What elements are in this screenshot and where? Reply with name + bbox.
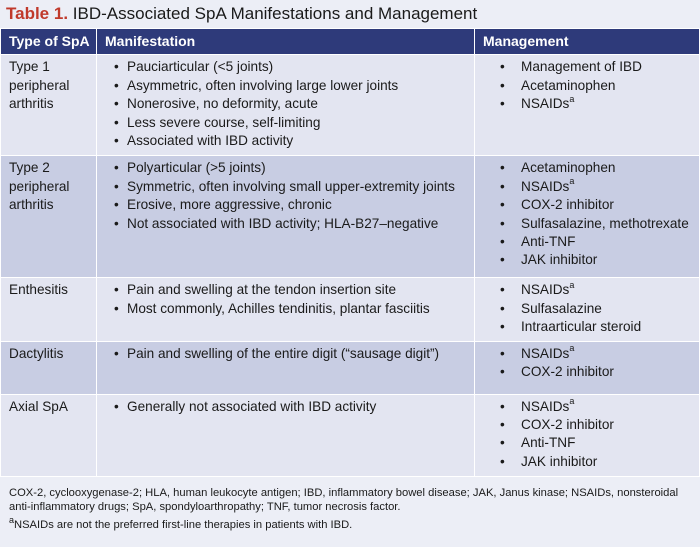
row-type: Axial SpA [1,394,97,476]
table-row [1,156,700,278]
list-item: • Acetaminophen [483,77,693,95]
footnote-marker: a [569,396,575,407]
row-management [475,394,700,476]
row-type: Type 1 peripheral arthritis [1,55,97,156]
footnote-text: NSAIDs are not the preferred first-line therapies in patients with IBD. [14,519,353,532]
list-item: • COX-2 inhibitor [483,363,693,381]
list-item-text: NSAIDs [521,282,570,298]
row-manifestations [97,156,475,278]
list-item: • Asymmetric, often involving large lower joints [105,77,468,95]
list-item-text: NSAIDs [521,178,570,194]
row-type: Type 2 peripheral arthritis [1,156,97,278]
list-item: • Pain and swelling of the entire digit (“sausage digit”) [105,345,468,363]
list-item: • COX-2 inhibitor [483,196,693,214]
header-manifestation: Manifestation [97,29,475,55]
list-item: • Sulfasalazine, methotrexate [483,215,693,233]
row-management [475,341,700,394]
list-item: • Management of IBD [483,58,693,76]
table-title-text: IBD-Associated SpA Manifestations and Management [72,4,478,23]
list-item: • COX-2 inhibitor [483,416,693,434]
row-type: Dactylitis [1,341,97,394]
table-row [1,55,700,156]
row-management [475,55,700,156]
footnote [9,514,693,532]
table-header-row [1,29,700,55]
list-item [483,281,693,299]
list-item: • Most commonly, Achilles tendinitis, plantar fasciitis [105,300,468,318]
footnote-marker: a [569,343,575,354]
list-item: • Nonerosive, no deformity, acute [105,95,468,113]
list-item: • Acetaminophen [483,159,693,177]
row-type: Enthesitis [1,278,97,341]
list-item: • JAK inhibitor [483,453,693,471]
list-item-text: NSAIDs [521,345,570,361]
list-item: • Anti-TNF [483,434,693,452]
row-manifestations [97,278,475,341]
row-manifestations [97,55,475,156]
list-item: • Pauciarticular (<5 joints) [105,58,468,76]
list-item [483,178,693,196]
footnote-marker: a [569,176,575,187]
list-item: • Anti-TNF [483,233,693,251]
list-item [483,95,693,113]
list-item-text: NSAIDs [521,398,570,414]
row-manifestations [97,341,475,394]
list-item: • Sulfasalazine [483,300,693,318]
list-item: • Intraarticular steroid [483,318,693,336]
row-management [475,278,700,341]
header-management: Management [475,29,700,55]
footnote-marker: a [9,514,15,525]
list-item [483,345,693,363]
spa-table [0,28,700,477]
list-item: • Associated with IBD activity [105,132,468,150]
header-type: Type of SpA [1,29,97,55]
row-management [475,156,700,278]
list-item: • Erosive, more aggressive, chronic [105,196,468,214]
list-item: • Generally not associated with IBD activity [105,398,468,416]
list-item [483,398,693,416]
list-item: • JAK inhibitor [483,251,693,269]
table-number: Table 1. [6,4,69,23]
list-item-text: NSAIDs [521,96,570,112]
table-row [1,278,700,341]
table-footer [9,486,693,533]
table-row [1,394,700,476]
list-item: • Symmetric, often involving small upper-extremity joints [105,178,468,196]
list-item: • Less severe course, self-limiting [105,114,468,132]
row-manifestations [97,394,475,476]
list-item: • Not associated with IBD activity; HLA-B27–negative [105,215,468,233]
footnote-marker: a [569,93,575,104]
list-item: • Pain and swelling at the tendon insertion site [105,281,468,299]
table-row [1,341,700,394]
table-title [6,4,477,24]
list-item: • Polyarticular (>5 joints) [105,159,468,177]
abbreviations: COX-2, cyclooxygenase-2; HLA, human leukocyte antigen; IBD, inflammatory bowel disease; JAK, Janus kinase; NSAIDs, nonsteroidal anti-inflammatory drugs; SpA, spondyloarthropathy; TNF, tumor necrosis factor. [9,487,679,514]
footnote-marker: a [569,279,575,290]
